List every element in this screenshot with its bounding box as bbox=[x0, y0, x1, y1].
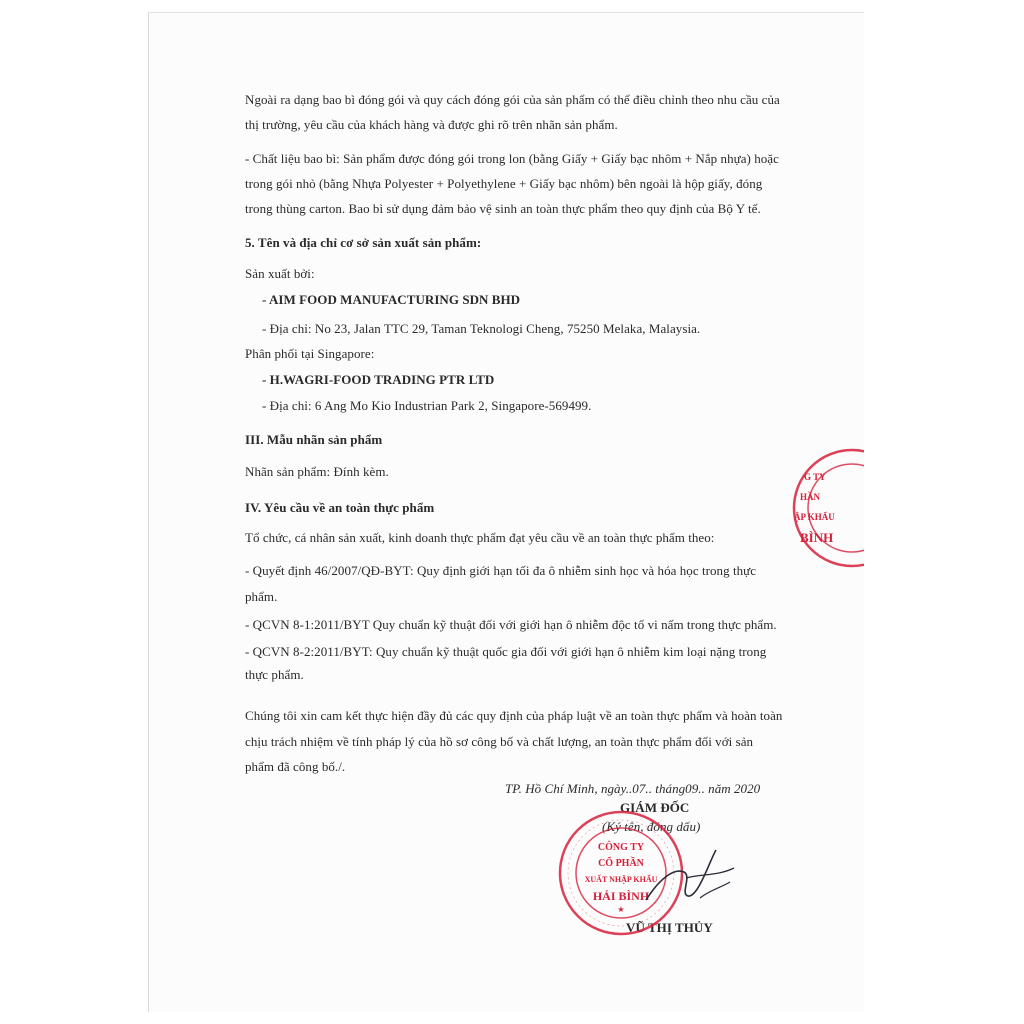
commitment-line-3: phẩm đã công bố./. bbox=[245, 759, 346, 774]
regulation-2: - QCVN 8-1:2011/BYT Quy chuẩn kỹ thuật đối với giới hạn ô nhiễm độc tố vi nấm trong thực phẩm. bbox=[245, 617, 777, 632]
manufacturer-name: - AIM FOOD MANUFACTURING SDN BHD bbox=[262, 292, 521, 307]
seal-line-3: XUẤT NHẬP KHẨU bbox=[584, 875, 658, 884]
distributor-name: - H.WAGRI-FOOD TRADING PTR LTD bbox=[262, 372, 495, 387]
section-4-heading: IV. Yêu cầu về an toàn thực phẩm bbox=[245, 500, 435, 515]
material-line-3: trong thùng carton. Bao bì sử dụng đảm bảo vệ sinh an toàn thực phẩm theo quy định của Bộ Y tế. bbox=[245, 201, 761, 216]
seal-line-1: CÔNG TY bbox=[597, 842, 645, 853]
commitment-line-2: chịu trách nhiệm về tính pháp lý của hồ sơ công bố và chất lượng, an toàn thực phẩm đối với sản bbox=[245, 734, 754, 749]
seal-line-2: CỔ PHẦN bbox=[598, 858, 644, 869]
regulation-1-line-2: phẩm. bbox=[245, 589, 278, 604]
material-line-2: trong gói nhỏ (bằng Nhựa Polyester + Polyethylene + Giấy bạc nhôm) bên ngoài là hộp giấy, đóng bbox=[245, 176, 763, 191]
section-5-heading: 5. Tên và địa chỉ cơ sở sản xuất sản phẩm: bbox=[245, 235, 482, 250]
company-seal-partial bbox=[782, 444, 864, 572]
section-3-heading: III. Mẫu nhãn sản phẩm bbox=[245, 432, 383, 447]
distributor-address: - Địa chỉ: 6 Ang Mo Kio Industrian Park 2, Singapore-569499. bbox=[262, 398, 592, 413]
director-title: GIÁM ĐỐC bbox=[620, 800, 690, 815]
svg-text:★: ★ bbox=[617, 905, 625, 914]
material-line-1: - Chất liệu bao bì: Sản phẩm được đóng gói trong lon (bằng Giấy + Giấy bạc nhôm + Nắp nhựa) hoặc bbox=[245, 151, 779, 166]
regulation-1-line-1: - Quyết định 46/2007/QĐ-BYT: Quy định giới hạn tối đa ô nhiễm sinh học và hóa học trong thực bbox=[245, 563, 757, 578]
label-attached-text: Nhãn sản phẩm: Đính kèm. bbox=[245, 464, 389, 479]
regulation-3-line-2: thực phẩm. bbox=[245, 667, 304, 682]
seal-line-4: HẢI BÌNH bbox=[592, 889, 650, 903]
sign-instruction: (Ký tên, đóng dấu) bbox=[602, 819, 701, 834]
packaging-line-1: Ngoài ra dạng bao bì đóng gói và quy cách đóng gói của sản phẩm có thể điều chỉnh theo nhu cầu của bbox=[245, 92, 780, 107]
packaging-line-2: thị trường, yêu cầu của khách hàng và được ghi rõ trên nhãn sản phẩm. bbox=[245, 117, 618, 132]
produced-by-label: Sản xuất bởi: bbox=[245, 266, 315, 281]
commitment-line-1: Chúng tôi xin cam kết thực hiện đầy đủ các quy định của pháp luật về an toàn thực phẩm và hoàn toàn bbox=[245, 708, 783, 723]
handwritten-signature bbox=[640, 838, 740, 923]
svg-text:ẬP KHẨU: ẬP KHẨU bbox=[794, 512, 835, 522]
safety-intro: Tổ chức, cá nhân sản xuất, kinh doanh thực phẩm đạt yêu cầu về an toàn thực phẩm theo: bbox=[245, 530, 715, 545]
svg-text:BÌNH: BÌNH bbox=[800, 530, 834, 545]
svg-text:HẦN: HẦN bbox=[800, 492, 820, 502]
manufacturer-address: - Địa chỉ: No 23, Jalan TTC 29, Taman Teknologi Cheng, 75250 Melaka, Malaysia. bbox=[262, 321, 701, 336]
distributed-in-label: Phân phối tại Singapore: bbox=[245, 346, 375, 361]
signer-name: VŨ THỊ THỦY bbox=[626, 920, 713, 935]
regulation-3-line-1: - QCVN 8-2:2011/BYT: Quy chuẩn kỹ thuật quốc gia đối với giới hạn ô nhiễm kim loại nặng trong bbox=[245, 644, 767, 659]
place-date: TP. Hồ Chí Minh, ngày..07.. tháng09.. năm 2020 bbox=[505, 781, 761, 796]
svg-text:G TY: G TY bbox=[804, 472, 826, 482]
